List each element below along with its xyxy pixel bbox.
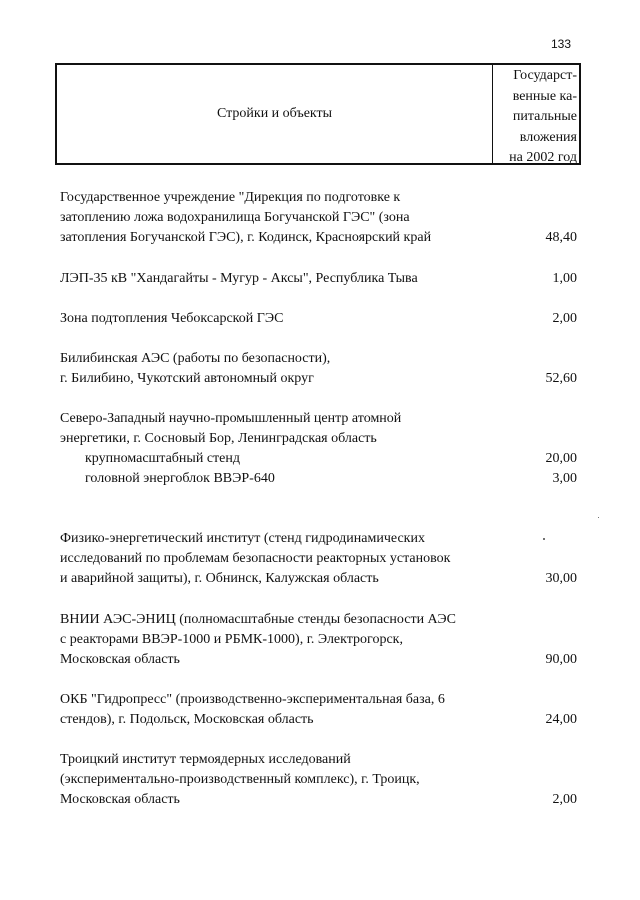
entry-block xyxy=(60,409,580,489)
entry-block xyxy=(60,750,580,810)
entry-line xyxy=(60,710,580,730)
page-number: 133 xyxy=(551,37,572,51)
entry-text: исследований по проблемам безопасности реакторных установок xyxy=(60,551,451,566)
entry-block xyxy=(60,349,580,389)
entry-line xyxy=(60,349,580,369)
entry-text: Московская область xyxy=(60,652,180,667)
entry-text: и аварийной защиты), г. Обнинск, Калужская область xyxy=(60,571,379,586)
header-investment-line: Государст- xyxy=(513,68,577,83)
header-investment-line: на 2002 год xyxy=(509,150,577,165)
entry-line xyxy=(60,549,580,569)
entry-text: головной энергоблок ВВЭР-640 xyxy=(85,471,275,486)
entry-line xyxy=(60,790,580,810)
entry-text: крупномасштабный стенд xyxy=(85,451,240,466)
entry-text: (экспериментально-производственный комплекс), г. Троицк, xyxy=(60,772,420,787)
header-investment-line: вложения xyxy=(519,129,577,145)
entry-value: 90,00 xyxy=(545,652,577,667)
entry-value: 52,60 xyxy=(545,371,577,386)
entry-block xyxy=(60,269,580,289)
entry-value: 3,00 xyxy=(552,471,577,486)
entry-line xyxy=(60,449,580,469)
entry-block xyxy=(60,529,580,589)
entry-line xyxy=(60,630,580,650)
entry-value: 2,00 xyxy=(552,792,577,807)
scan-speck xyxy=(543,538,545,540)
entry-text: ОКБ "Гидропресс" (производственно-экспериментальная база, 6 xyxy=(60,692,445,707)
entry-value: 2,00 xyxy=(552,311,577,326)
entry-line xyxy=(60,228,580,248)
entry-line xyxy=(60,650,580,670)
entry-line xyxy=(60,770,580,790)
entry-text: энергетики, г. Сосновый Бор, Ленинградская область xyxy=(60,431,377,446)
entry-block xyxy=(60,309,580,329)
entry-value: 30,00 xyxy=(545,571,577,586)
header-objects-label: Стройки и объекты xyxy=(57,65,493,163)
entry-text: Троицкий институт термоядерных исследований xyxy=(60,752,351,767)
entry-text: затопления Богучанской ГЭС), г. Кодинск, Красноярский край xyxy=(60,230,432,245)
entry-value: 48,40 xyxy=(545,230,577,245)
entry-line xyxy=(60,469,580,489)
entry-value: 20,00 xyxy=(545,451,577,466)
entry-text: затоплению ложа водохранилища Богучанской ГЭС" (зона xyxy=(60,210,410,225)
entry-value: 24,00 xyxy=(545,712,577,727)
entry-text: Зона подтопления Чебоксарской ГЭС xyxy=(60,311,284,326)
entry-line xyxy=(60,569,580,589)
entry-line xyxy=(60,690,580,710)
table-header xyxy=(55,63,581,165)
scan-speck xyxy=(598,517,599,518)
entry-line xyxy=(60,409,580,429)
entry-line xyxy=(60,369,580,389)
entry-block xyxy=(60,188,580,248)
entry-text: ВНИИ АЭС-ЭНИЦ (полномасштабные стенды безопасности АЭС xyxy=(60,612,456,627)
entry-line xyxy=(60,269,580,289)
entry-text: Московская область xyxy=(60,792,180,807)
entry-text: с реакторами ВВЭР-1000 и РБМК-1000), г. Электрогорск, xyxy=(60,632,403,647)
entry-text: ЛЭП-35 кВ "Хандагайты - Мугур - Аксы", Республика Тыва xyxy=(60,271,418,286)
entry-line xyxy=(60,309,580,329)
entry-line xyxy=(60,610,580,630)
entry-line xyxy=(60,188,580,208)
header-investment-label xyxy=(493,65,579,163)
entry-text: Государственное учреждение "Дирекция по подготовке к xyxy=(60,190,401,205)
entry-block xyxy=(60,610,580,670)
entry-value: 1,00 xyxy=(552,271,577,286)
header-investment-line: венные ка- xyxy=(512,88,577,104)
entry-line xyxy=(60,750,580,770)
entry-line xyxy=(60,429,580,449)
entry-text: г. Билибино, Чукотский автономный округ xyxy=(60,371,314,386)
entry-text: Билибинская АЭС (работы по безопасности), xyxy=(60,351,331,366)
header-investment-line: питальные xyxy=(512,109,577,124)
entry-line xyxy=(60,208,580,228)
entry-text: Физико-энергетический институт (стенд гидродинамических xyxy=(60,531,425,546)
entry-text: Северо-Западный научно-промышленный центр атомной xyxy=(60,411,402,426)
entry-text: стендов), г. Подольск, Московская область xyxy=(60,712,314,727)
entry-block xyxy=(60,690,580,730)
entry-line xyxy=(60,529,580,549)
